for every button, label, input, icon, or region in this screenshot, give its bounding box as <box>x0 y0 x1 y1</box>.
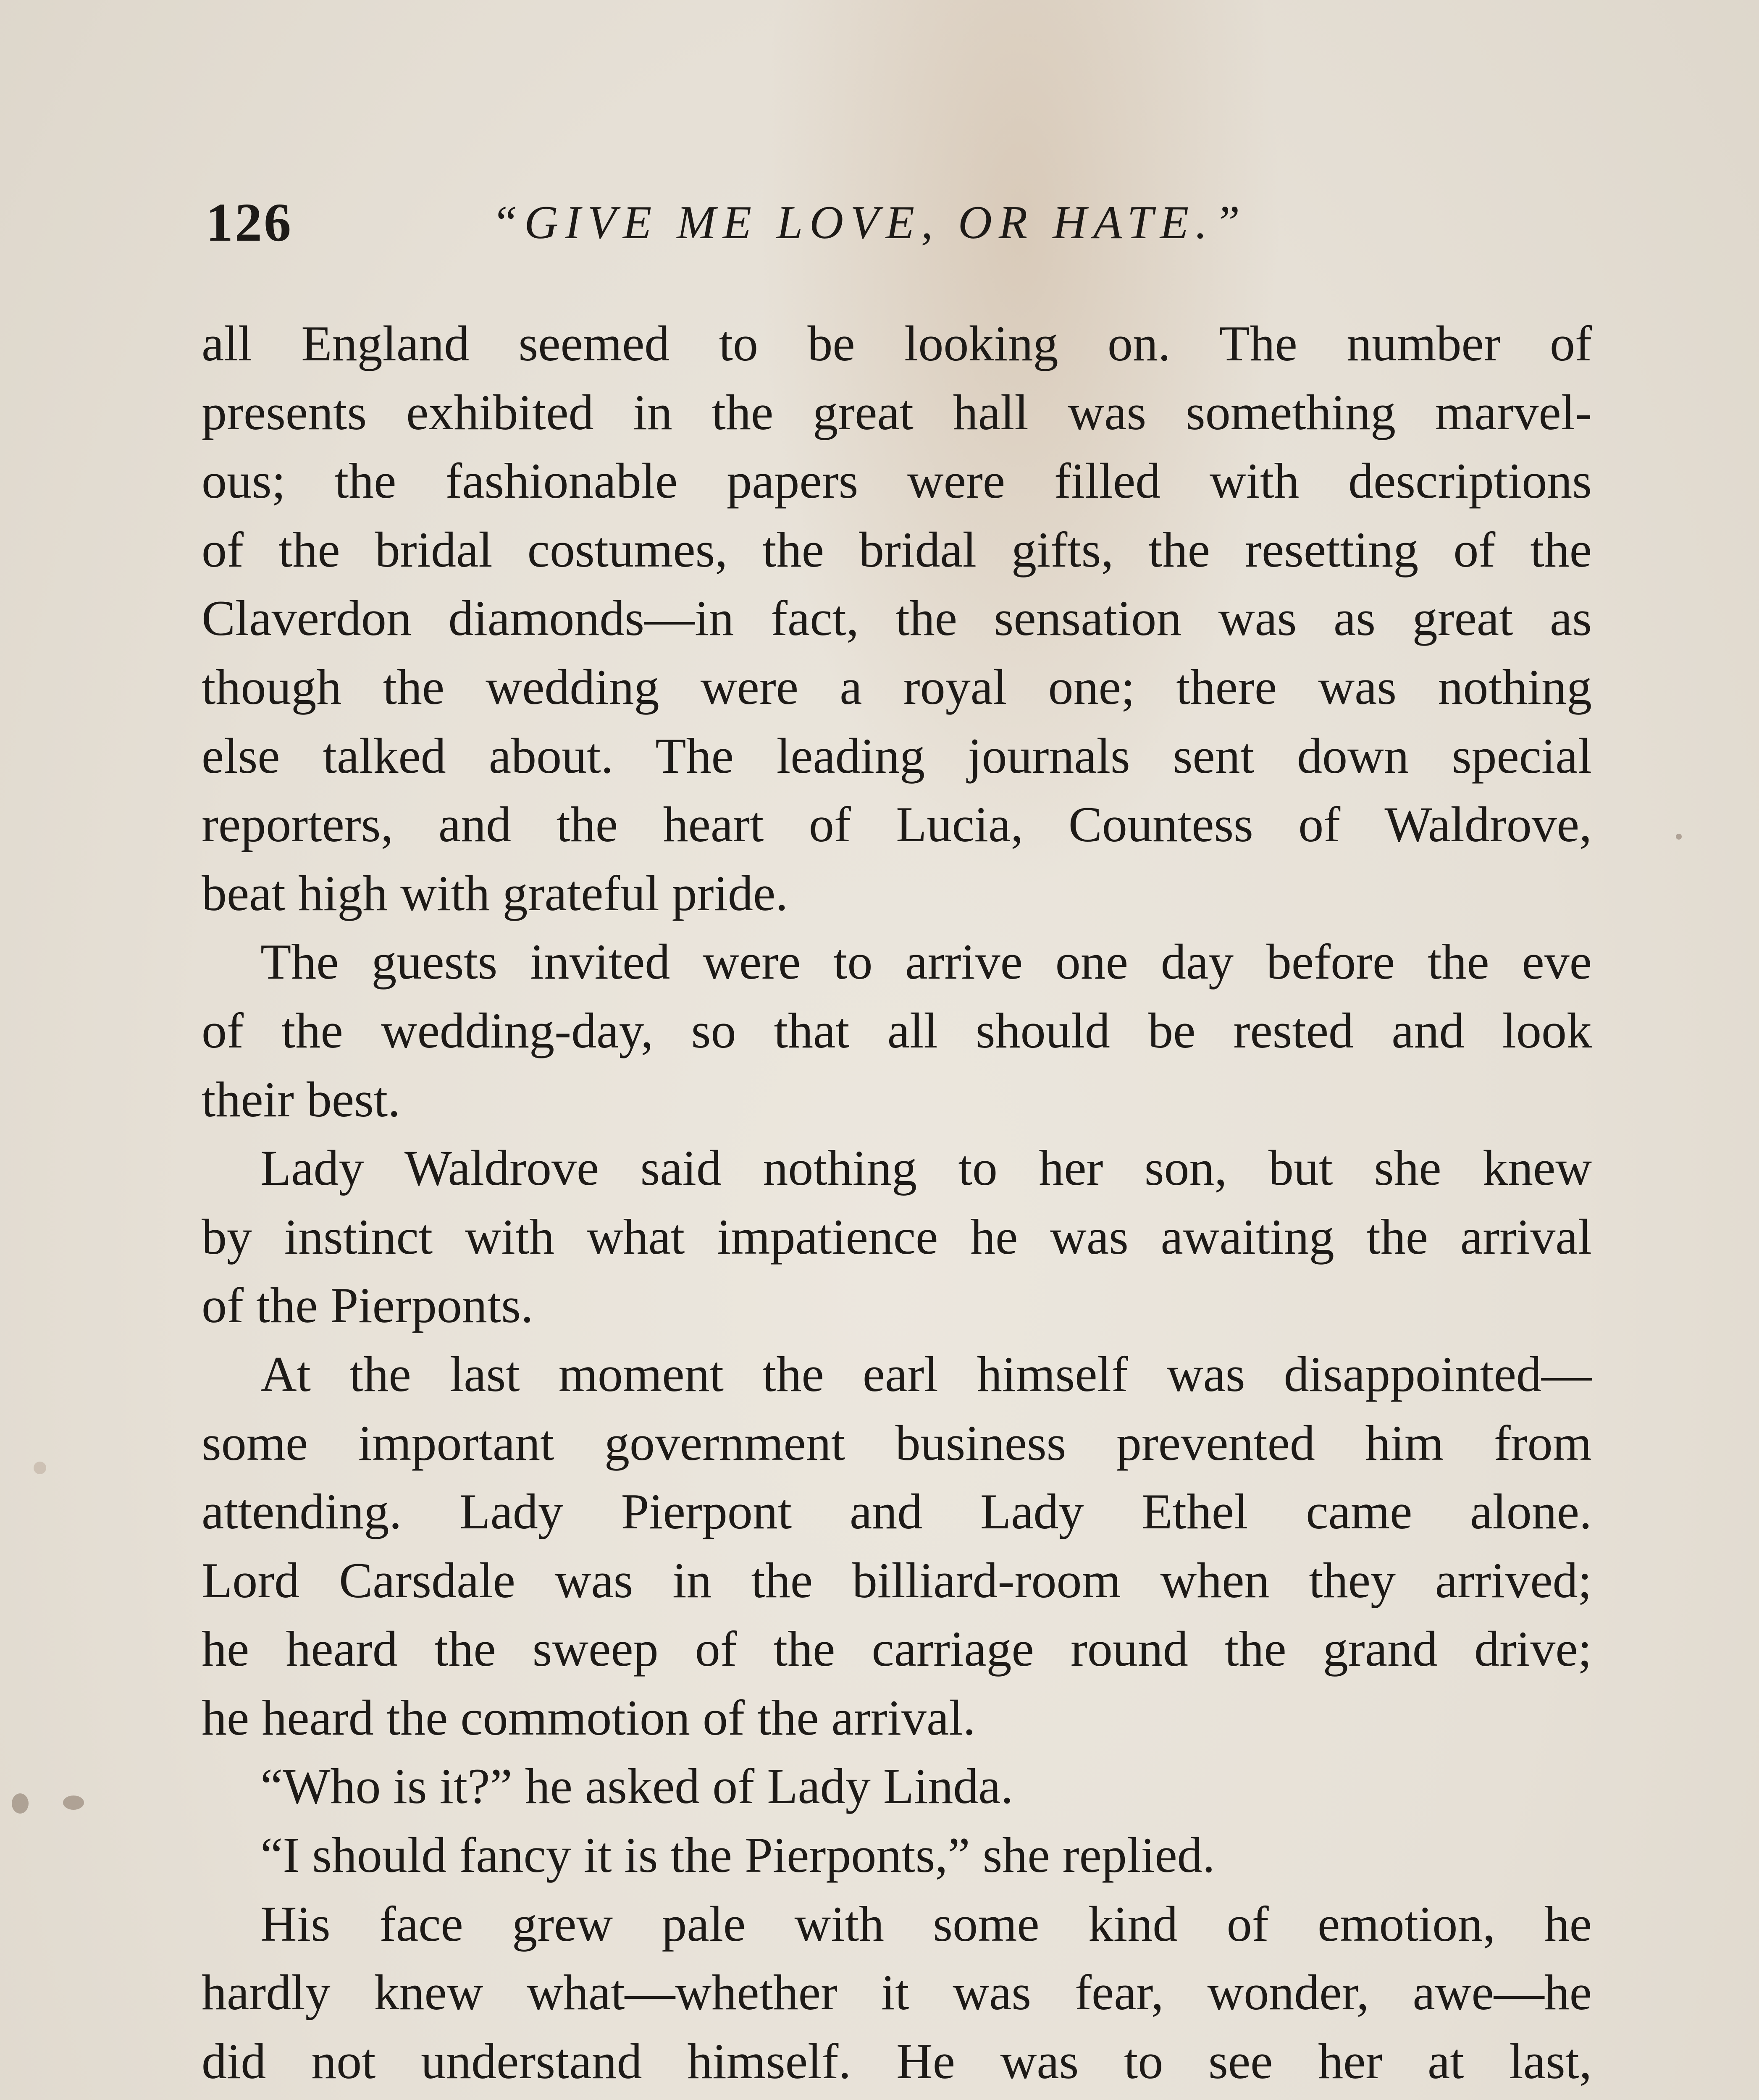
running-title: “GIVE ME LOVE, OR HATE.” <box>491 197 1247 249</box>
text-line: Lord Carsdale was in the billiard-room when they arrived; <box>202 1552 1592 1608</box>
text-line: “I should fancy it is the Pierponts,” she replied. <box>260 1827 1215 1883</box>
text-line: ous; the fashionable papers were filled with descriptions <box>202 453 1592 509</box>
paper-speck <box>63 1796 84 1810</box>
text-line: beat high with grateful pride. <box>202 865 788 921</box>
text-line: else talked about. The leading journals sent down special <box>202 727 1592 784</box>
text-line: of the bridal costumes, the bridal gifts, the resetting of the <box>202 521 1592 578</box>
text-line: of the wedding-day, so that all should be rested and look <box>202 1002 1592 1058</box>
paper-speck <box>1676 834 1682 840</box>
paper-speck <box>12 1793 29 1814</box>
text-line: Claverdon diamonds—in fact, the sensation was as great as <box>202 590 1592 646</box>
text-line: all England seemed to be looking on. The number of <box>202 315 1592 371</box>
page-number: 126 <box>206 192 293 253</box>
text-line: he heard the commotion of the arrival. <box>202 1689 976 1746</box>
text-line: The guests invited were to arrive one day before the eve <box>260 934 1592 990</box>
text-line: some important government business prevented him from <box>202 1415 1592 1471</box>
body-text <box>202 309 1592 2100</box>
text-line: their best. <box>202 1071 401 1127</box>
text-line: by instinct with what impatience he was awaiting the arrival <box>202 1208 1592 1265</box>
text-line <box>202 2095 1592 2100</box>
text-line: “Who is it?” he asked of Lady Linda. <box>260 1758 1013 1814</box>
text-line: presents exhibited in the great hall was something marvel- <box>202 384 1592 440</box>
text-line: Lady Waldrove said nothing to her son, but she knew <box>260 1140 1592 1196</box>
text-line: hardly knew what—whether it was fear, wonder, awe—he <box>202 1964 1592 2021</box>
text-line: At the last moment the earl himself was disappointed— <box>260 1346 1592 1402</box>
text-line: of the Pierponts. <box>202 1277 533 1334</box>
text-line: did not understand himself. He was to see her at last, <box>202 2033 1592 2089</box>
text-line: though the wedding were a royal one; there was nothing <box>202 659 1592 715</box>
page-header <box>206 181 1592 265</box>
text-line: His face grew pale with some kind of emotion, he <box>260 1895 1592 1952</box>
text-line: he heard the sweep of the carriage round the grand drive; <box>202 1621 1592 1677</box>
paper-speck <box>34 1462 46 1474</box>
text-line: attending. Lady Pierpont and Lady Ethel came alone. <box>202 1483 1592 1540</box>
text-line: reporters, and the heart of Lucia, Countess of Waldrove, <box>202 796 1592 853</box>
